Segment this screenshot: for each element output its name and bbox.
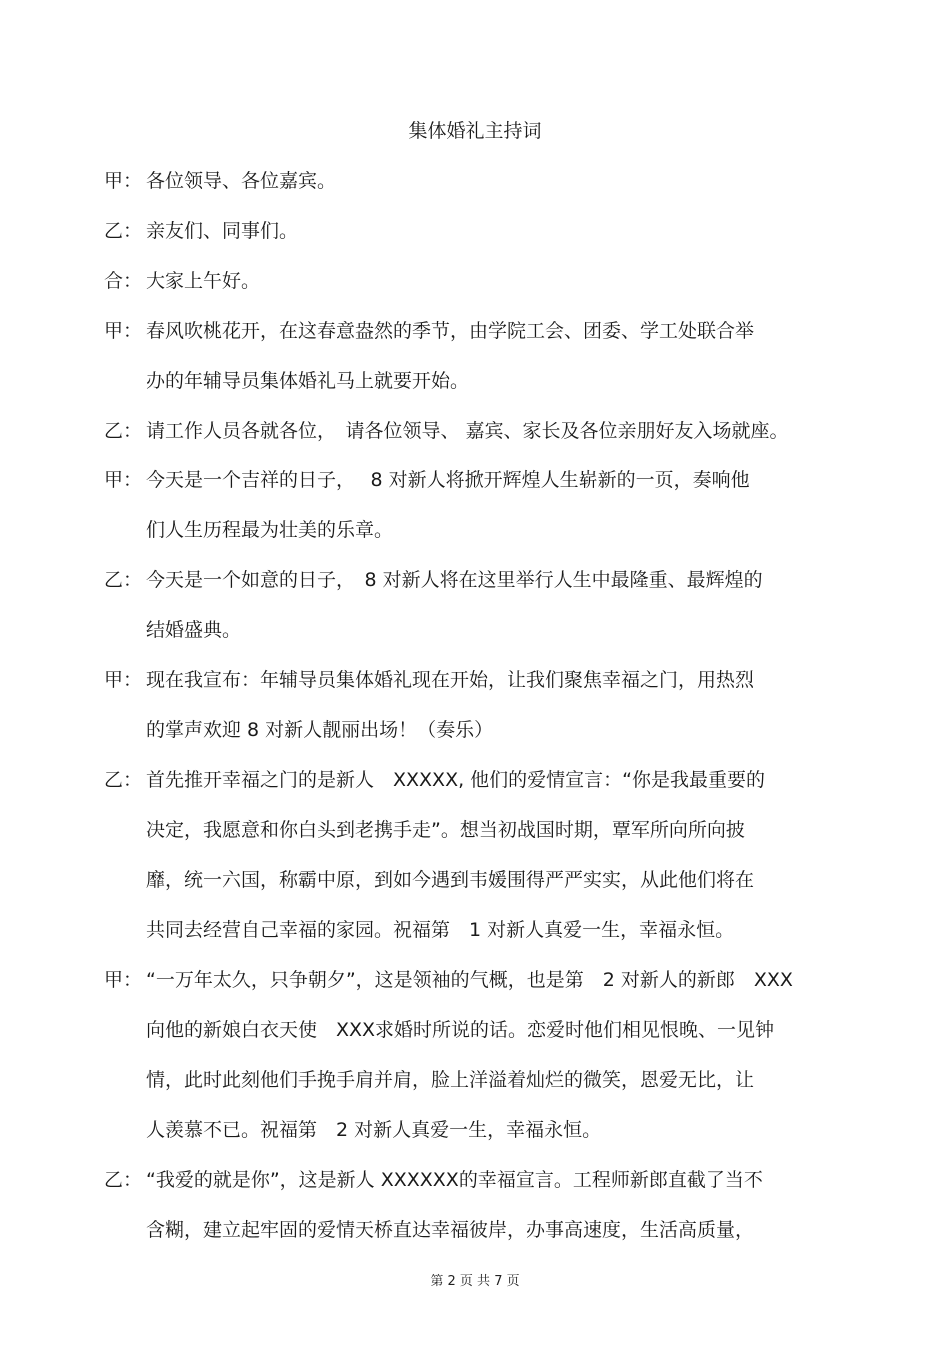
line-text: 决定，我愿意和你白头到老携手走”。想当初战国时期，覃军所向所向披 <box>146 819 745 841</box>
line-text: 亲友们、同事们。 <box>146 220 299 242</box>
line-text: 人羡慕不已。祝福第 2 对新人真爱一生，幸福永恒。 <box>146 1119 602 1141</box>
speaker-label: 乙： <box>104 420 143 442</box>
line-text: 们人生历程最为壮美的乐章。 <box>146 519 394 541</box>
line-text: 含糊，建立起牢固的爱情天桥直达幸福彼岸，办事高速度，生活高质量， <box>146 1219 755 1241</box>
line-text: 今天是一个如意的日子， 8 对新人将在这里举行人生中最隆重、最辉煌的 <box>146 569 763 591</box>
speaker-label: 乙： <box>104 1169 143 1191</box>
line-text: 结婚盛典。 <box>146 619 242 641</box>
line-text: 春风吹桃花开，在这春意盎然的季节，由学院工会、团委、学工处联合举 <box>146 320 755 342</box>
line-text: 大家上午好。 <box>146 270 261 292</box>
speaker-label: 甲： <box>104 469 143 491</box>
line-text: “一万年太久，只争朝夕”，这是领袖的气概，也是第 2 对新人的新郎 XXX <box>146 969 793 991</box>
line-text: 靡，统一六国，称霸中原，到如今遇到韦媛围得严严实实，从此他们将在 <box>146 869 755 891</box>
line-text: 现在我宣布：年辅导员集体婚礼现在开始，让我们聚焦幸福之门，用热烈 <box>146 669 755 691</box>
line-text: 向他的新娘白衣天使 XXX求婚时所说的话。恋爱时他们相见恨晚、一见钟 <box>146 1019 775 1041</box>
line-text: “我爱的就是你”，这是新人 XXXXXX的幸福宣言。工程师新郎直截了当不 <box>146 1169 763 1191</box>
page-footer: 第 2 页 共 7 页 <box>430 1274 520 1289</box>
line-text: 的掌声欢迎 8 对新人靓丽出场！（奏乐） <box>146 719 494 741</box>
speaker-label: 甲： <box>104 170 143 192</box>
line-text: 首先推开幸福之门的是新人 XXXXX, 他们的爱情宣言：“你是我最重要的 <box>146 769 766 791</box>
line-text: 今天是一个吉祥的日子， 8 对新人将掀开辉煌人生崭新的一页，奏响他 <box>146 469 750 491</box>
document-title: 集体婚礼主持词 <box>408 120 542 142</box>
line-text: 各位领导、各位嘉宾。 <box>146 170 337 192</box>
line-text: 办的年辅导员集体婚礼马上就要开始。 <box>146 370 470 392</box>
speaker-label: 乙： <box>104 569 143 591</box>
speaker-label: 甲： <box>104 969 143 991</box>
speaker-label: 乙： <box>104 220 143 242</box>
line-text: 请工作人员各就各位， 请各位领导、 嘉宾、家长及各位亲朋好友入场就座。 <box>146 420 789 442</box>
speaker-label: 甲： <box>104 320 143 342</box>
line-text: 共同去经营自己幸福的家园。祝福第 1 对新人真爱一生，幸福永恒。 <box>146 919 735 941</box>
line-text: 情，此时此刻他们手挽手肩并肩，脸上洋溢着灿烂的微笑，恩爱无比，让 <box>146 1069 755 1091</box>
speaker-label: 乙： <box>104 769 143 791</box>
speaker-label: 甲： <box>104 669 143 691</box>
speaker-label: 合： <box>104 270 143 292</box>
